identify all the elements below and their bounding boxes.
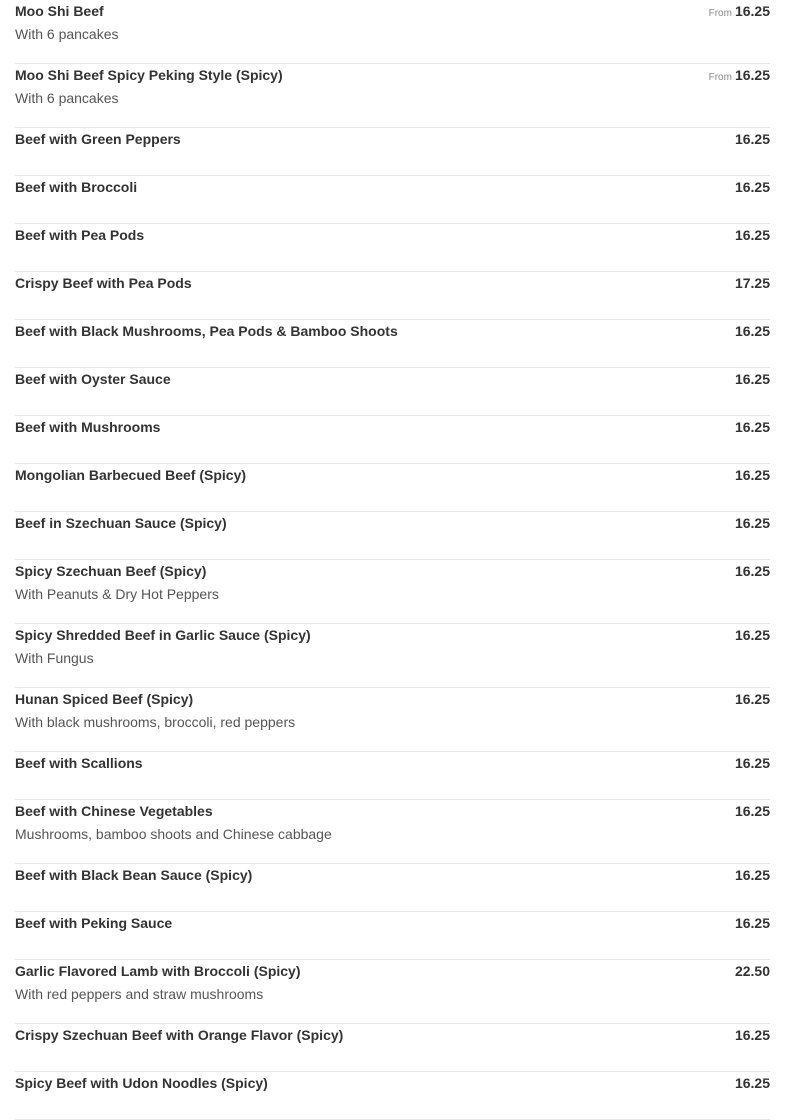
item-description: With Fungus [15,650,94,666]
menu-item[interactable] [15,688,770,752]
menu-item[interactable] [15,512,770,560]
item-name: Beef with Chinese Vegetables [15,803,213,819]
menu-item[interactable] [15,0,770,64]
item-name: Crispy Szechuan Beef with Orange Flavor (Spicy) [15,1027,344,1043]
item-price-group [735,868,770,883]
item-price-group [735,276,770,291]
menu-item[interactable] [15,64,770,128]
menu-list [15,0,770,1120]
menu-item[interactable] [15,272,770,320]
item-name: Beef with Mushrooms [15,419,161,435]
item-price: 16.25 [734,867,770,883]
menu-item[interactable] [15,560,770,624]
item-name: Hunan Spiced Beef (Spicy) [15,691,194,707]
item-name: Spicy Beef with Udon Noodles (Spicy) [15,1075,268,1091]
item-name: Beef in Szechuan Sauce (Spicy) [15,515,227,531]
item-price-group [735,228,770,243]
item-name: Beef with Green Peppers [15,131,181,147]
menu-item[interactable] [15,752,770,800]
item-name: Moo Shi Beef Spicy Peking Style (Spicy) [15,67,283,83]
item-price: 16.25 [734,371,770,387]
item-price-group [735,372,770,387]
item-price-group [735,916,770,931]
item-price-group [735,420,770,435]
item-price-group [735,324,770,339]
item-name: Garlic Flavored Lamb with Broccoli (Spicy) [15,963,301,979]
item-name: Moo Shi Beef [15,3,104,19]
item-price-group [735,564,770,579]
item-price: 16.25 [734,227,770,243]
item-price: 16.25 [734,915,770,931]
item-description: With Peanuts & Dry Hot Peppers [15,586,219,602]
price-from-label: From [708,72,732,83]
menu-item[interactable] [15,176,770,224]
menu-item[interactable] [15,800,770,864]
item-name: Beef with Black Bean Sauce (Spicy) [15,867,253,883]
item-name: Beef with Black Mushrooms, Pea Pods & Bamboo Shoots [15,323,398,339]
item-price: 16.25 [734,419,770,435]
item-price-group [735,468,770,483]
menu-item[interactable] [15,1024,770,1072]
item-price: 16.25 [734,3,770,19]
item-description: Mushrooms, bamboo shoots and Chinese cabbage [15,826,332,842]
item-price: 16.25 [734,179,770,195]
item-price-group [735,804,770,819]
item-price: 16.25 [734,467,770,483]
item-price-group [709,68,770,85]
item-price: 16.25 [734,691,770,707]
item-name: Beef with Pea Pods [15,227,145,243]
item-price: 16.25 [734,323,770,339]
item-price: 16.25 [734,563,770,579]
menu-item[interactable] [15,368,770,416]
item-description: With black mushrooms, broccoli, red peppers [15,714,296,730]
item-price-group [735,964,770,979]
item-price: 16.25 [734,131,770,147]
menu-item[interactable] [15,128,770,176]
item-price: 16.25 [734,515,770,531]
price-from-label: From [708,8,732,19]
item-price: 17.25 [734,275,770,291]
item-price: 22.50 [734,963,770,979]
item-name: Beef with Scallions [15,755,143,771]
item-price-group [735,1076,770,1091]
menu-item[interactable] [15,224,770,272]
menu-item[interactable] [15,320,770,368]
item-name: Beef with Oyster Sauce [15,371,171,387]
item-price-group [735,1028,770,1043]
item-price: 16.25 [734,803,770,819]
item-price: 16.25 [734,627,770,643]
item-price-group [709,4,770,21]
menu-item[interactable] [15,960,770,1024]
item-name: Spicy Shredded Beef in Garlic Sauce (Spicy) [15,627,311,643]
menu-item[interactable] [15,416,770,464]
menu-item[interactable] [15,864,770,912]
item-name: Crispy Beef with Pea Pods [15,275,192,291]
menu-item[interactable] [15,464,770,512]
item-price-group [735,756,770,771]
item-description: With red peppers and straw mushrooms [15,986,264,1002]
item-price-group [735,516,770,531]
item-price-group [735,180,770,195]
menu-item[interactable] [15,912,770,960]
item-price: 16.25 [734,1075,770,1091]
item-name: Beef with Peking Sauce [15,915,173,931]
item-price-group [735,692,770,707]
item-description: With 6 pancakes [15,90,119,106]
menu-item[interactable] [15,624,770,688]
item-price: 16.25 [734,755,770,771]
item-price-group [735,132,770,147]
item-price: 16.25 [734,1027,770,1043]
item-name: Spicy Szechuan Beef (Spicy) [15,563,207,579]
item-name: Mongolian Barbecued Beef (Spicy) [15,467,247,483]
menu-item[interactable] [15,1072,770,1120]
item-price-group [735,628,770,643]
item-name: Beef with Broccoli [15,179,138,195]
item-price: 16.25 [734,67,770,83]
item-description: With 6 pancakes [15,26,119,42]
